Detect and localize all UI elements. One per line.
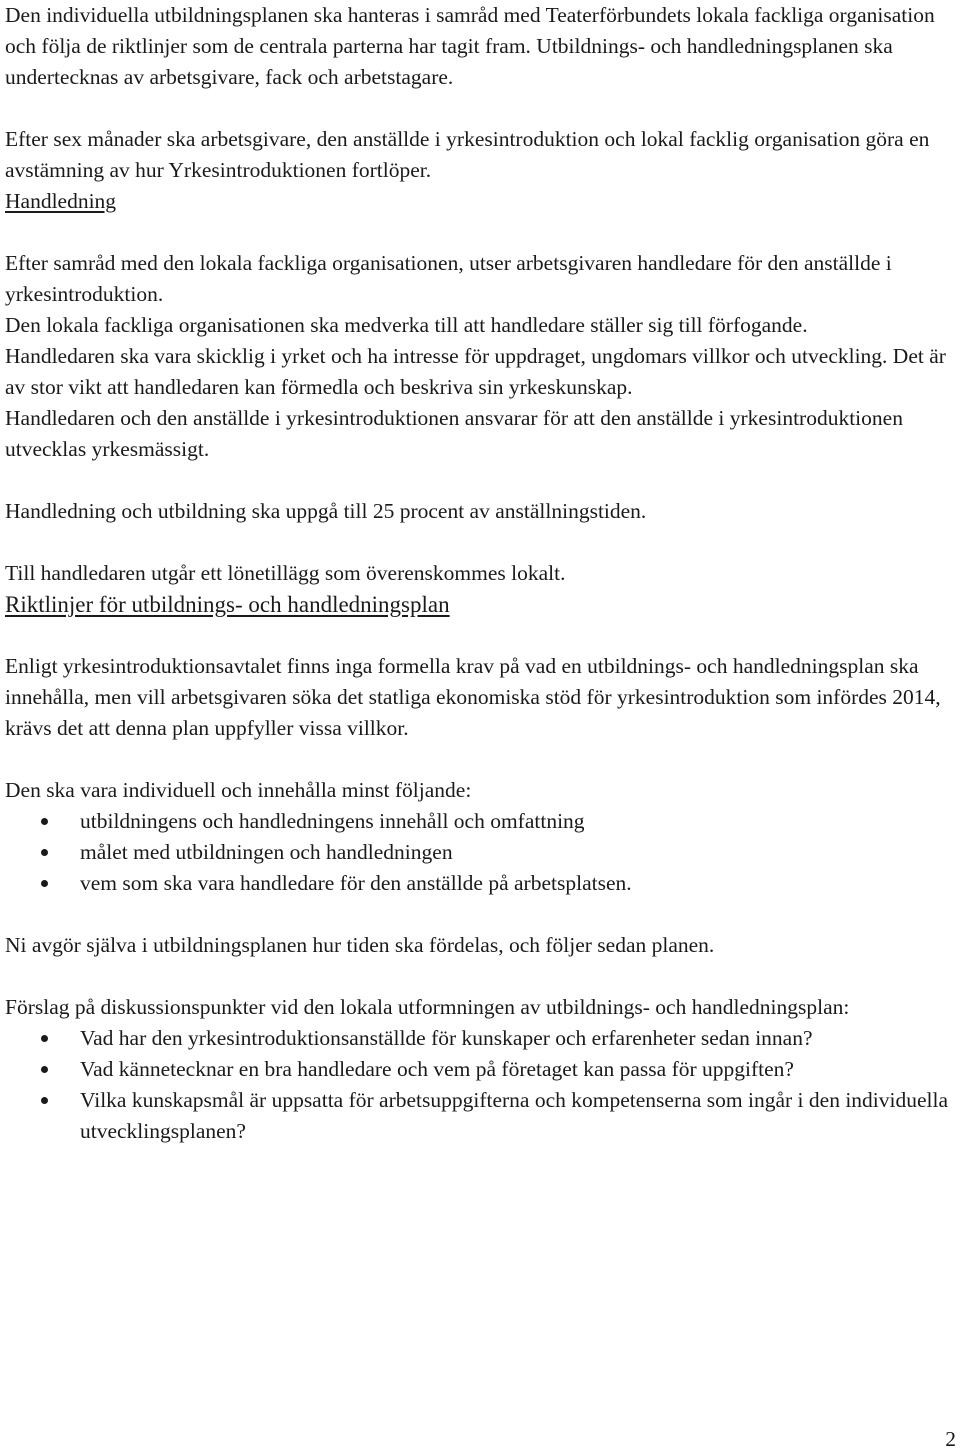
paragraph-diskussionspunkter: Förslag på diskussionspunkter vid den lokala utformningen av utbildnings- och handledningsplan: — [5, 995, 850, 1019]
bullet-icon — [41, 880, 48, 887]
paragraph-handledare-krav: Handledaren ska vara skicklig i yrket och ha intresse för uppdraget, ungdomars villkor och utveckling. Det är av stor vikt att handledaren kan förmedla och beskriva sin yrkeskunskap. — [5, 344, 946, 399]
page-number: 2 — [945, 1427, 956, 1451]
bullet-icon — [41, 818, 48, 825]
paragraph-yrkesintroduktionsavtalet: Enligt yrkesintroduktionsavtalet finns inga formella krav på vad en utbildnings- och handledningsplan ska innehålla, men vill arbetsgivaren söka det statliga ekonomiska stöd för yrkesintroduktion som infördes 2014, krävs det att denna plan uppfyller vissa villkor. — [5, 654, 941, 740]
bullet-icon — [41, 1097, 48, 1104]
heading-riktlinjer: Riktlinjer för utbildnings- och handledningsplan — [5, 592, 450, 617]
list-item — [5, 1054, 958, 1085]
list-item — [5, 806, 958, 837]
list-plan-innehall — [5, 806, 958, 899]
list-item — [5, 1085, 958, 1147]
list-item-text: Vad kännetecknar en bra handledare och vem på företaget kan passa för uppgiften? — [80, 1057, 794, 1081]
list-item-text: utbildningens och handledningens innehåll och omfattning — [80, 809, 585, 833]
list-diskussionspunkter — [5, 1023, 958, 1147]
list-item — [5, 868, 958, 899]
heading-handledning: Handledning — [5, 189, 117, 213]
paragraph-avstamning: Efter sex månader ska arbetsgivare, den anställde i yrkesintroduktion och lokal facklig organisation göra en avstämning av hur Yrkesintroduktionen fortlöper. — [5, 127, 930, 182]
paragraph-medverka: Den lokala fackliga organisationen ska medverka till att handledare ställer sig till förfogande. — [5, 313, 808, 337]
document-page — [5, 0, 958, 1147]
list-item-text: Vilka kunskapsmål är uppsatta för arbetsuppgifterna och kompetenserna som ingår i den individuella utvecklingsplanen? — [80, 1088, 949, 1143]
paragraph-ansvar: Handledaren och den anställde i yrkesintroduktionen ansvarar för att den anställde i yrkesintroduktionen utvecklas yrkesmässigt. — [5, 406, 903, 461]
paragraph-fordelning: Ni avgör själva i utbildningsplanen hur tiden ska fördelas, och följer sedan planen. — [5, 933, 715, 957]
bullet-icon — [41, 1035, 48, 1042]
list-item — [5, 837, 958, 868]
paragraph-minst-foljande: Den ska vara individuell och innehålla minst följande: — [5, 778, 472, 802]
list-item-text: vem som ska vara handledare för den anställde på arbetsplatsen. — [80, 871, 632, 895]
bullet-icon — [41, 1066, 48, 1073]
list-item-text: målet med utbildningen och handledningen — [80, 840, 453, 864]
paragraph-procent: Handledning och utbildning ska uppgå till 25 procent av anställningstiden. — [5, 499, 647, 523]
paragraph-utbildningsplan-hantering: Den individuella utbildningsplanen ska hanteras i samråd med Teaterförbundets lokala fackliga organisation och följa de riktlinjer som de centrala parterna har tagit fram. Utbildnings- och handledningsplanen ska undertecknas av arbetsgivare, fack och arbetstagare. — [5, 3, 935, 89]
list-item-text: Vad har den yrkesintroduktionsanställde för kunskaper och erfarenheter sedan innan? — [80, 1026, 813, 1050]
paragraph-utser-handledare: Efter samråd med den lokala fackliga organisationen, utser arbetsgivaren handledare för den anställde i yrkesintroduktion. — [5, 251, 892, 306]
list-item — [5, 1023, 958, 1054]
bullet-icon — [41, 849, 48, 856]
paragraph-lonetillagg: Till handledaren utgår ett lönetillägg som överenskommes lokalt. — [5, 561, 566, 585]
